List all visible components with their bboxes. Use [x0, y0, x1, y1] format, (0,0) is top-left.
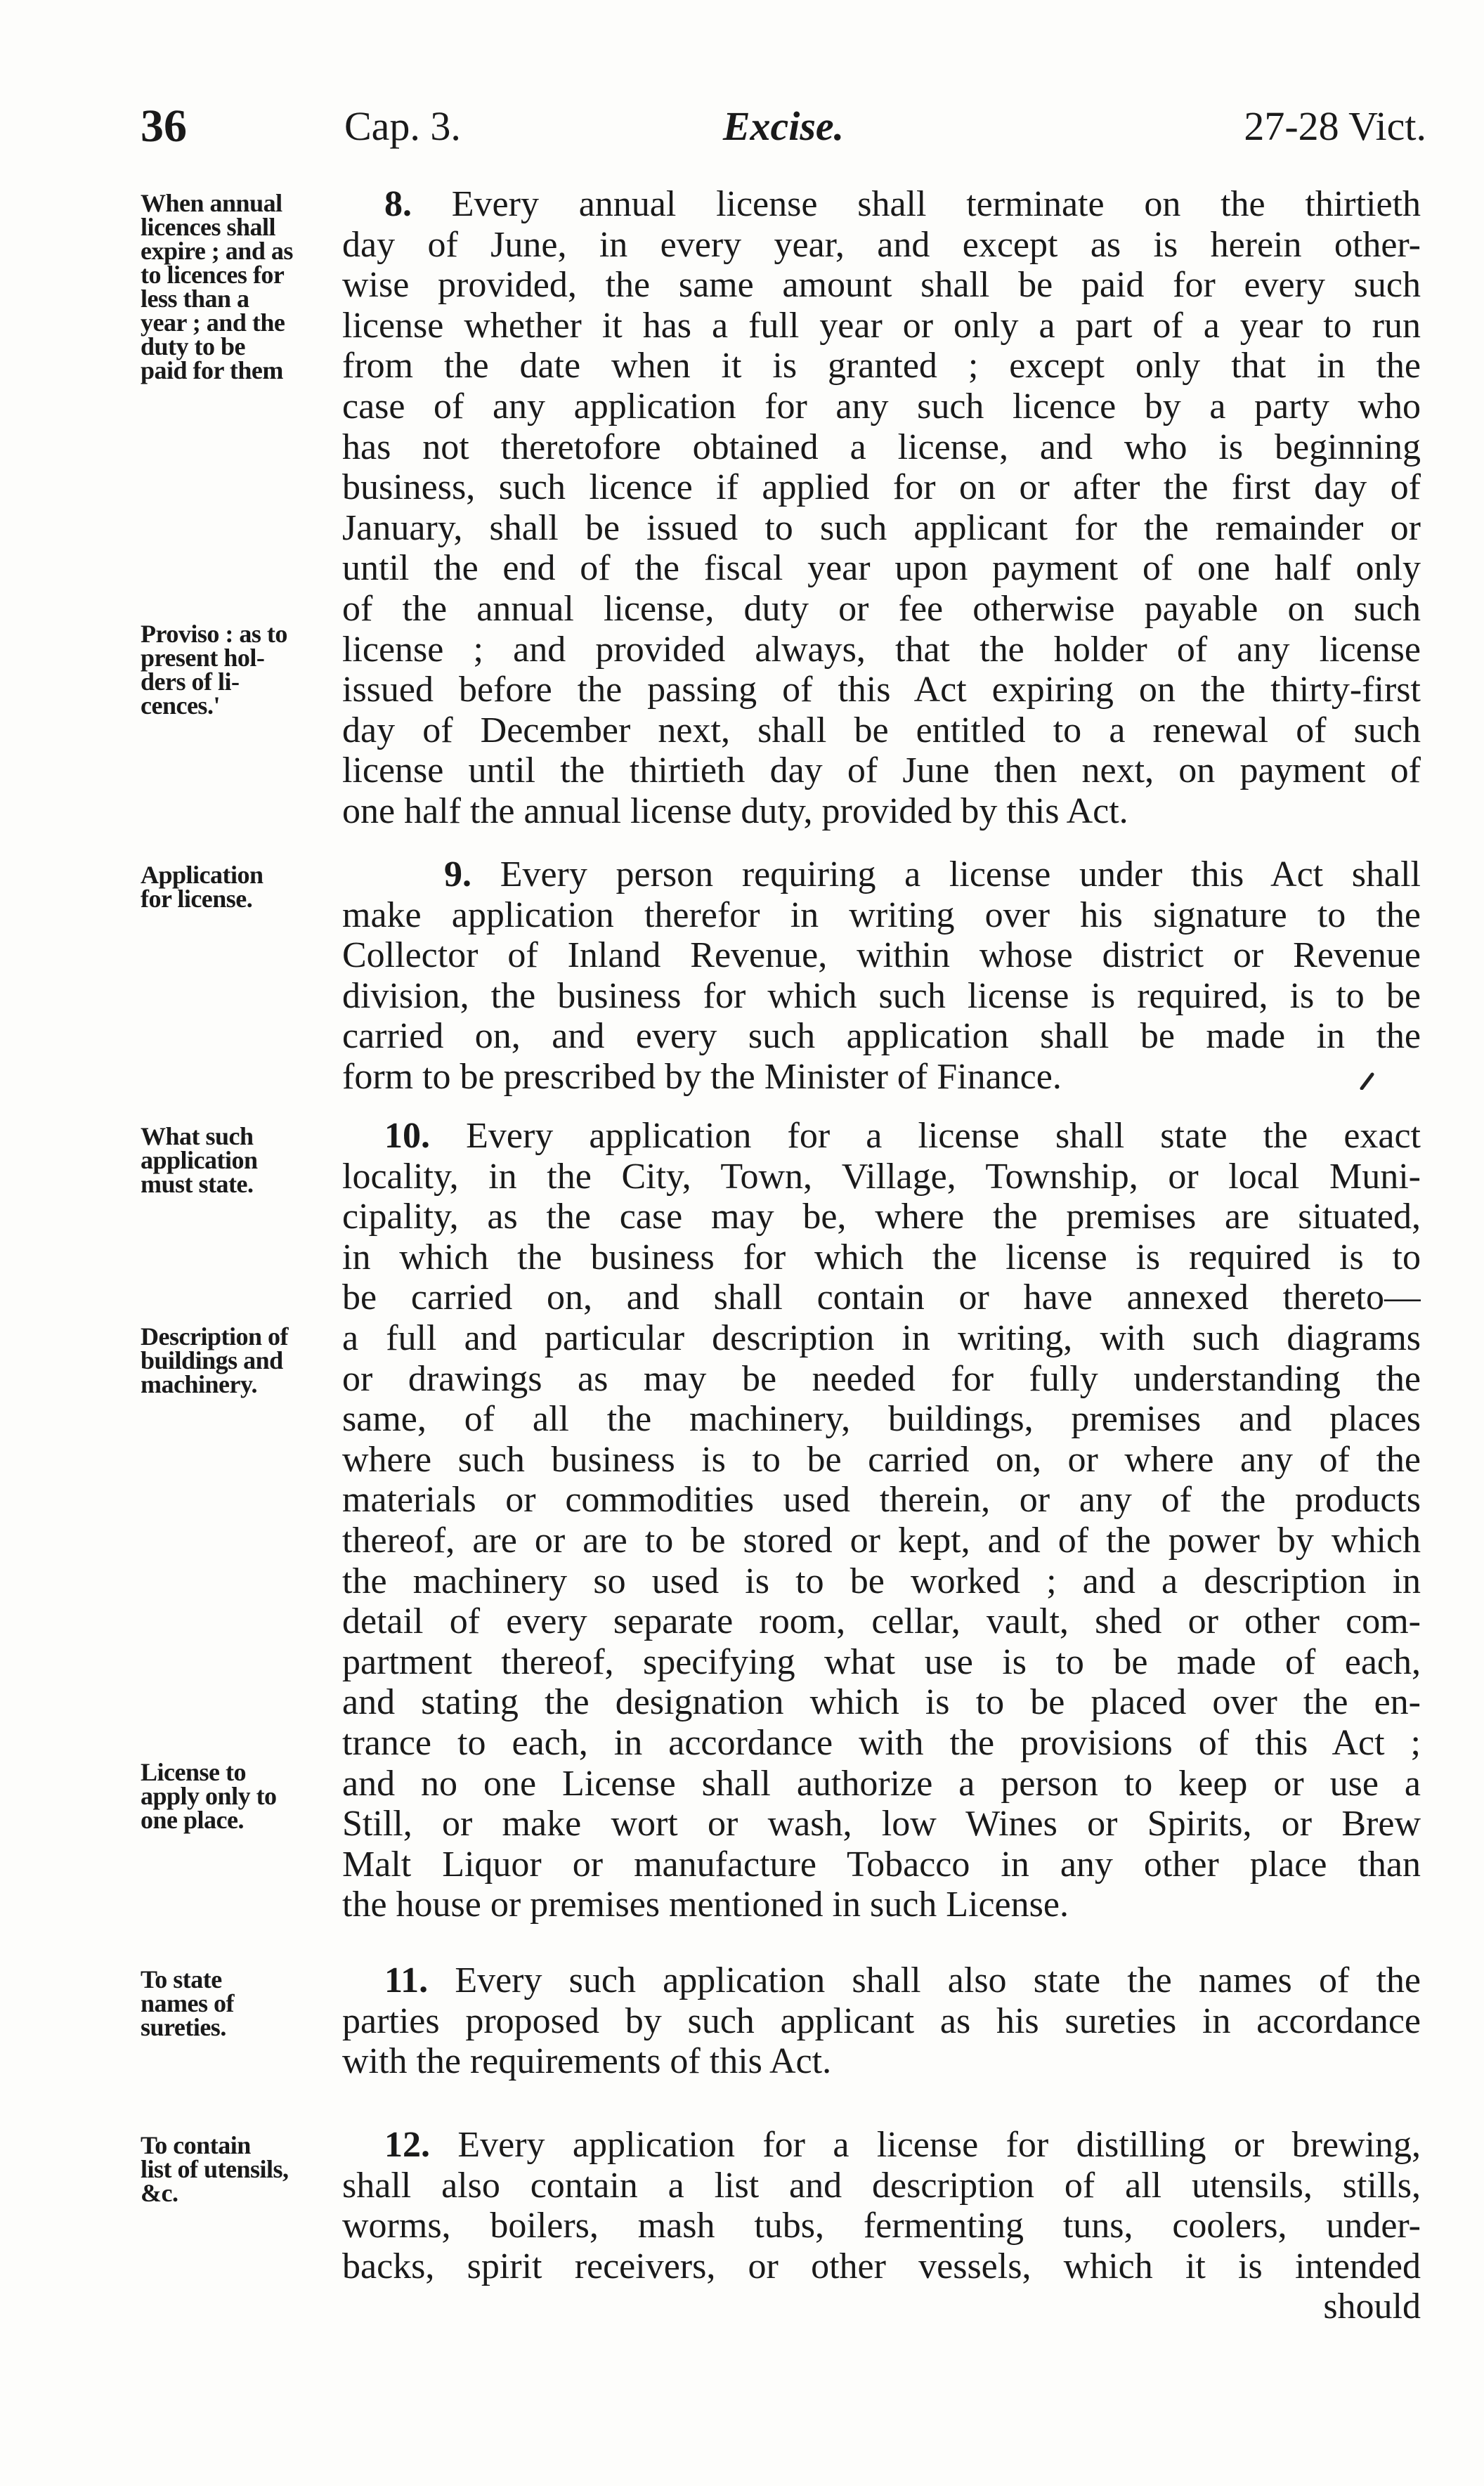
- margin-note-utensils: To contain list of utensils, &c.: [141, 2131, 289, 2207]
- section-line: day of December next, shall be entitled to a renewal of such: [342, 710, 1421, 750]
- section-line: 11. Every such application shall also state the names of the: [384, 1960, 1421, 2000]
- section-line: same, of all the machinery, buildings, premises and places: [342, 1399, 1421, 1440]
- chapter-label: Cap. 3.: [344, 103, 461, 149]
- section-12: [342, 2125, 1421, 2327]
- section-number: 9.: [444, 854, 471, 894]
- section-line: make application therefor in writing over his signature to the: [342, 894, 1421, 935]
- margin-note-proviso: Proviso : as to present hol- ders of li- cences.': [141, 620, 287, 720]
- section-line: issued before the passing of this Act expiring on the thirty-first: [342, 670, 1421, 710]
- section-line: be carried on, and shall contain or have annexed thereto—: [342, 1277, 1421, 1318]
- section-number: 8.: [384, 184, 412, 224]
- section-line: 9. Every person requiring a license under this Act shall: [444, 854, 1421, 894]
- section-line: license until the thirtieth day of June then next, on payment of: [342, 750, 1421, 791]
- section-line: the house or premises mentioned in such License.: [342, 1885, 1069, 1925]
- section-line: January, shall be issued to such applicant for the remainder or: [342, 507, 1421, 548]
- section-line: parties proposed by such applicant as his sureties in accordance: [342, 2000, 1421, 2041]
- section-line: locality, in the City, Town, Village, Township, or local Muni-: [342, 1156, 1421, 1197]
- ink-mark-icon: [1360, 1072, 1375, 1090]
- section-line: license whether it has a full year or only a part of a year to run: [342, 305, 1421, 346]
- section-line: one half the annual license duty, provided by this Act.: [342, 790, 1128, 831]
- section-line: thereof, are or are to be stored or kept, and of the power by which: [342, 1520, 1421, 1561]
- margin-note-what-application-states: What such application must state.: [141, 1122, 258, 1198]
- section-line: wise provided, the same amount shall be paid for every such: [342, 265, 1421, 306]
- section-line: business, such licence if applied for on or after the first day of: [342, 467, 1421, 508]
- section-line: case of any application for any such licence by a party who: [342, 386, 1421, 427]
- margin-note-annual-licences: When annual licences shall expire ; and as to licences for less than a year ; and the duty to be paid for them: [141, 189, 293, 384]
- section-line: or drawings as may be needed for fully understanding the: [342, 1358, 1421, 1399]
- section-9: [342, 854, 1421, 1098]
- section-line: 8. Every annual license shall terminate on the thirtieth: [384, 184, 1421, 224]
- section-line: and stating the designation which is to be placed over the en-: [342, 1682, 1421, 1723]
- section-line: 12. Every application for a license for distilling or brewing,: [384, 2125, 1421, 2165]
- section-line: until the end of the fiscal year upon payment of one half only: [342, 548, 1421, 589]
- section-line: Collector of Inland Revenue, within whose district or Revenue: [342, 935, 1421, 976]
- section-line: form to be prescribed by the Minister of Finance.: [342, 1056, 1062, 1097]
- section-line: in which the business for which the license is required is to: [342, 1237, 1421, 1277]
- section-number: 11.: [384, 1960, 429, 2000]
- section-line: the machinery so used is to be worked ; and a description in: [342, 1561, 1421, 1601]
- catchword: should: [1323, 2286, 1421, 2327]
- section-line: worms, boilers, mash tubs, fermenting tuns, coolers, under-: [342, 2206, 1421, 2246]
- margin-note-license-one-place: License to apply only to one place.: [141, 1758, 277, 1834]
- section-line: materials or commodities used therein, or any of the products: [342, 1480, 1421, 1521]
- section-line: and no one License shall authorize a person to keep or use a: [342, 1763, 1421, 1804]
- section-line: carried on, and every such application shall be made in the: [342, 1016, 1421, 1057]
- section-number: 10.: [384, 1116, 430, 1156]
- section-number: 12.: [384, 2125, 430, 2165]
- margin-note-sureties: To state names of sureties.: [141, 1965, 234, 2041]
- section-line: division, the business for which such license is required, is to be: [342, 975, 1421, 1016]
- section-line: trance to each, in accordance with the provisions of this Act ;: [342, 1722, 1421, 1763]
- section-line: detail of every separate room, cellar, vault, shed or other com-: [342, 1601, 1421, 1642]
- section-line: backs, spirit receivers, or other vessels, which it is intended: [342, 2246, 1421, 2286]
- section-line: a full and particular description in writing, with such diagrams: [342, 1317, 1421, 1358]
- regnal-year: 27-28 Vict.: [1244, 103, 1426, 149]
- section-line: Malt Liquor or manufacture Tobacco in any other place than: [342, 1844, 1421, 1885]
- section-line: where such business is to be carried on, or where any of the: [342, 1439, 1421, 1480]
- running-title: Excise.: [722, 103, 845, 149]
- section-line: has not theretofore obtained a license, and who is beginning: [342, 427, 1421, 467]
- section-8: [342, 184, 1421, 832]
- section-line: Still, or make wort or wash, low Wines or Spirits, or Brew: [342, 1804, 1421, 1844]
- section-line: license ; and provided always, that the holder of any license: [342, 629, 1421, 670]
- section-11: [342, 1960, 1421, 2082]
- page-number: 36: [141, 100, 187, 152]
- margin-note-application: Application for license.: [141, 861, 263, 913]
- section-line: day of June, in every year, and except as is herein other-: [342, 224, 1421, 265]
- running-header: [141, 98, 1426, 155]
- section-10: [342, 1116, 1421, 1925]
- margin-note-description-buildings: Description of buildings and machinery.: [141, 1322, 288, 1398]
- section-line: with the requirements of this Act.: [342, 2041, 832, 2082]
- section-line: of the annual license, duty or fee otherwise payable on such: [342, 588, 1421, 629]
- section-line: partment thereof, specifying what use is to be made of each,: [342, 1641, 1421, 1682]
- section-line: cipality, as the case may be, where the premises are situated,: [342, 1197, 1421, 1237]
- section-line: from the date when it is granted ; except only that in the: [342, 346, 1421, 386]
- section-line: 10. Every application for a license shall state the exact: [384, 1116, 1421, 1156]
- section-line: shall also contain a list and description of all utensils, stills,: [342, 2165, 1421, 2206]
